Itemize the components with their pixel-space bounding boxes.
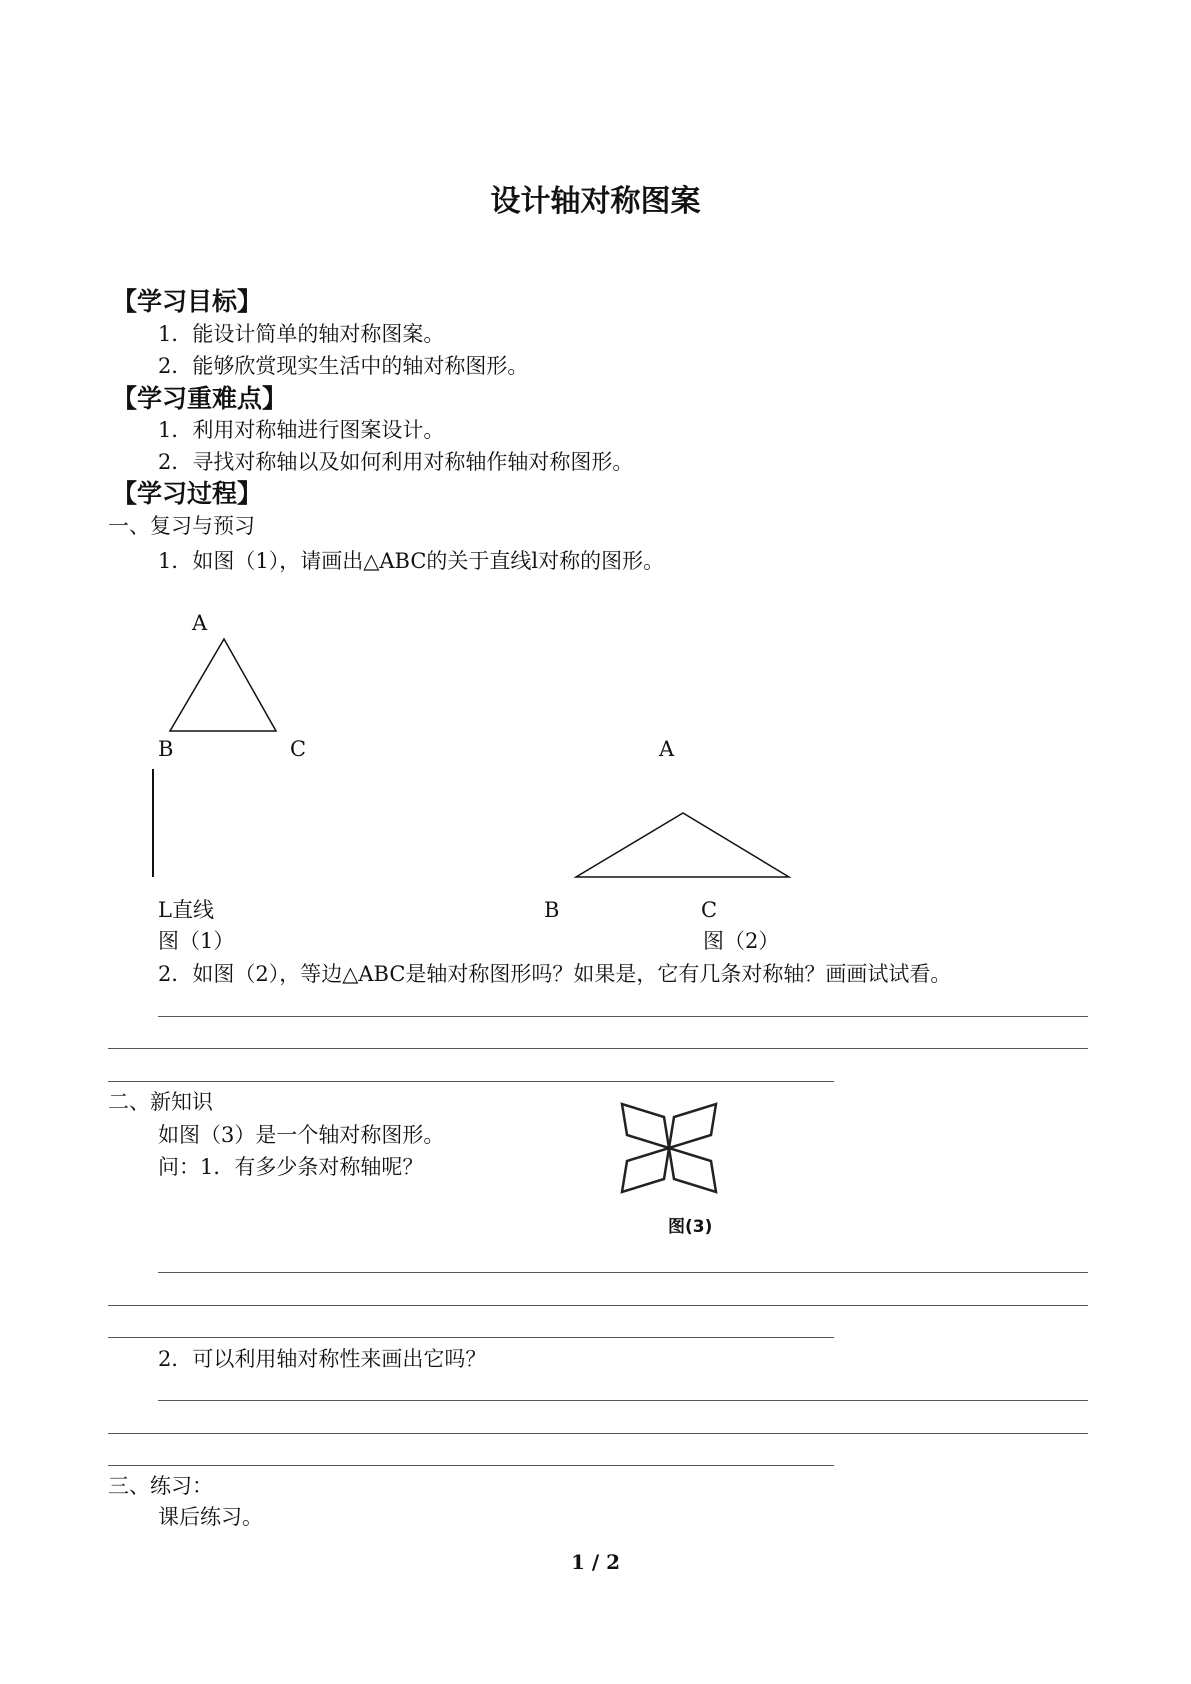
goal-item: 2．能够欣赏现实生活中的轴对称图形。: [158, 354, 529, 378]
part3-body: 课后练习。: [158, 1505, 263, 1529]
page-title: 设计轴对称图案: [490, 184, 701, 219]
part2-intro: 如图（3）是一个轴对称图形。: [158, 1123, 445, 1147]
part1-question-1: 1．如图（1），请画出△ABC的关于直线l对称的图形。: [158, 549, 665, 573]
goals-heading: 【学习目标】: [112, 287, 263, 316]
answer-line: [108, 1305, 1088, 1306]
goal-item: 1．能设计简单的轴对称图案。: [158, 322, 445, 346]
triangle-fig2: [576, 813, 789, 877]
answer-line: [108, 1433, 1088, 1434]
part2-heading: 二、新知识: [108, 1090, 213, 1114]
fig2-label-b: B: [544, 898, 560, 922]
part2-question-2: 2．可以利用轴对称性来画出它吗？: [158, 1347, 487, 1371]
key-heading: 【学习重难点】: [112, 384, 288, 413]
fig2-caption: 图（2）: [703, 929, 780, 953]
answer-line: [108, 1337, 834, 1338]
fig3-pattern: [622, 1104, 716, 1192]
fig3-caption: 图(3): [668, 1217, 713, 1237]
page-number: 1 / 2: [570, 1550, 621, 1574]
fig1-label-b: B: [158, 737, 174, 761]
answer-line: [108, 1081, 834, 1082]
fig1-label-a: A: [192, 611, 208, 635]
part2-question-1: 问：1．有多少条对称轴呢？: [158, 1155, 424, 1179]
part1-question-2: 2．如图（2），等边△ABC是轴对称图形吗？如果是，它有几条对称轴？画画试试看。: [158, 962, 952, 986]
fig1-line-label: L直线: [158, 898, 214, 922]
fig1-caption: 图（1）: [158, 929, 235, 953]
answer-line: [158, 1400, 1088, 1401]
answer-line: [158, 1016, 1088, 1017]
fig2-label-a: A: [659, 737, 675, 761]
fig2-label-c: C: [701, 898, 718, 922]
part3-heading: 三、练习：: [108, 1474, 213, 1498]
answer-line: [108, 1465, 834, 1466]
triangle-fig1: [170, 639, 276, 731]
key-item: 1．利用对称轴进行图案设计。: [158, 418, 445, 442]
answer-line: [158, 1272, 1088, 1273]
key-item: 2．寻找对称轴以及如何利用对称轴作轴对称图形。: [158, 450, 634, 474]
part1-heading: 一、复习与预习: [108, 514, 255, 538]
fig1-label-c: C: [290, 737, 307, 761]
answer-line: [108, 1048, 1088, 1049]
process-heading: 【学习过程】: [112, 479, 263, 508]
